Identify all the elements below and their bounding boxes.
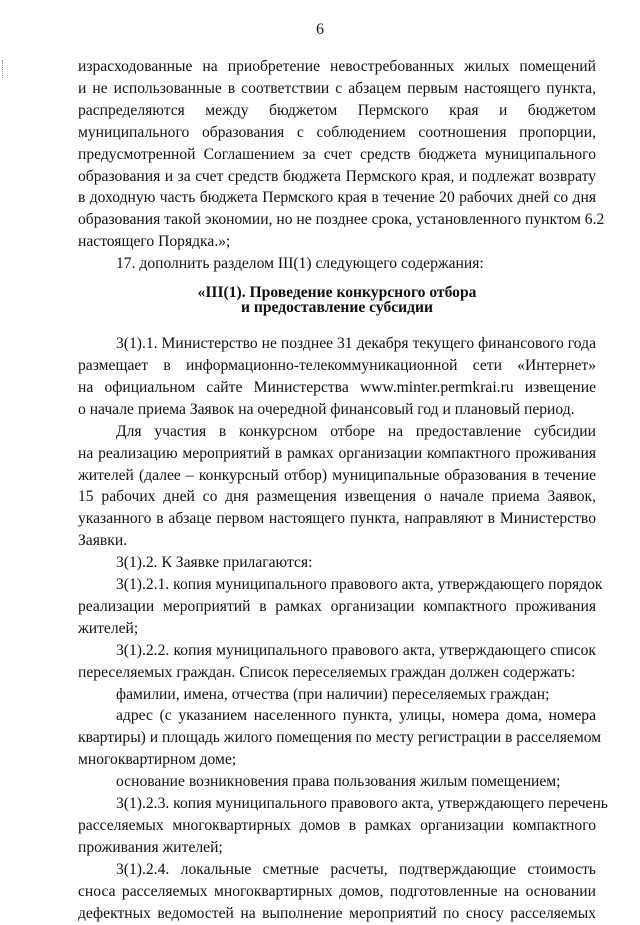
spacer — [78, 325, 596, 333]
text-line: 17. дополнить разделом III(1) следующего содержания: — [116, 255, 484, 273]
text-line: размещает в информационно-телекоммуникационной сети «Интернет» — [78, 356, 596, 374]
text-line: образования и за счет средств бюджета Пермского края, и подлежат возврату — [78, 167, 596, 185]
text-line: 3(1).2.2. копия муниципального правового акта, утверждающего список — [116, 641, 596, 659]
text-line: настоящего Порядка.»; — [78, 233, 231, 251]
text-line: реализации мероприятий в рамках организации компактного проживания — [78, 597, 596, 615]
text-line: муниципального образования с соблюдением соотношения пропорции, — [78, 123, 596, 141]
paragraph-3-1-2-3 — [78, 793, 608, 859]
paragraph-names — [78, 684, 596, 706]
text-line: проживания жителей; — [78, 838, 223, 856]
text-line: дефектных ведомостей на выполнение мероприятий по сносу расселяемых — [78, 904, 596, 922]
text-line: 3(1).1. Министерство не позднее 31 декабря текущего финансового года — [116, 335, 596, 353]
paragraph-3-1-2-2 — [78, 640, 596, 684]
section-heading — [78, 285, 596, 315]
text-line: в доходную часть бюджета Пермского края в течение 20 рабочих дней со дня — [78, 189, 596, 207]
page-number: 6 — [316, 21, 324, 38]
paragraph-3-1-2-1 — [78, 574, 603, 640]
heading-line: «III(1). Проведение конкурсного отбора — [197, 284, 477, 302]
text-line: фамилии, имена, отчества (при наличии) переселяемых граждан; — [116, 685, 550, 703]
heading-line: и предоставление субсидии — [240, 299, 434, 317]
paragraph-participation — [78, 421, 596, 552]
text-line: на официальном сайте Министерства www.minter.permkrai.ru извещение — [78, 378, 596, 396]
paragraph-3-1-2-4 — [78, 859, 596, 925]
text-line: о начале приема Заявок на очередной финансовый год и плановый период. — [78, 400, 575, 418]
paragraph-basis — [78, 771, 596, 793]
paragraph-economy-return — [78, 56, 605, 253]
paragraph-3-1-2 — [78, 552, 596, 574]
text-line: указанного в абзаце первом настоящего пункта, направляют в Министерство — [78, 510, 596, 528]
text-line: адрес (с указанием населенного пункта, улицы, номера дома, номера — [116, 707, 596, 725]
text-line: 3(1).2.4. локальные сметные расчеты, подтверждающие стоимость — [116, 860, 596, 878]
text-line: сноса расселяемых многоквартирных домов, подготовленные на основании — [78, 882, 596, 900]
paragraph-3-1-1 — [78, 333, 596, 421]
text-line: расселяемых многоквартирных домов в рамках организации компактного — [78, 817, 596, 834]
text-line: и не использованные в соответствии с абзацем первым настоящего пункта, — [78, 79, 596, 97]
text-line: Заявки. — [78, 532, 128, 550]
text-line: на реализацию мероприятий в рамках организации компактного проживания — [78, 444, 596, 462]
text-line: жителей (далее – конкурсный отбор) муниципальные образования в течение — [78, 466, 596, 484]
text-line: образования такой экономии, но не позднее срока, установленного пунктом 6.2 — [78, 211, 605, 229]
text-line: жителей; — [78, 619, 139, 637]
text-line: распределяются между бюджетом Пермского края и бюджетом — [78, 101, 596, 119]
text-line: 3(1).2.3. копия муниципального правового акта, утверждающего перечень — [116, 795, 608, 813]
text-line: 3(1).2.1. копия муниципального правового акта, утверждающего порядок — [116, 576, 603, 594]
text-line: предусмотренной Соглашением за счет средств бюджета муниципального — [78, 145, 596, 163]
paragraph-address — [78, 705, 602, 771]
paragraph-item-17 — [78, 253, 596, 275]
text-line: основание возникновения права пользования жилым помещением; — [116, 773, 561, 791]
text-line: 15 рабочих дней со дня размещения извещения о начале приема Заявок, — [78, 488, 596, 506]
text-line: многоквартирном доме; — [78, 751, 237, 769]
text-line: переселяемых граждан. Список переселяемых граждан должен содержать: — [78, 663, 576, 681]
scan-edge-mark — [2, 60, 4, 78]
text-line: 3(1).2. К Заявке прилагаются: — [116, 554, 313, 572]
text-line: квартиры) и площадь жилого помещения по месту регистрации в расселяемом — [78, 729, 602, 747]
text-line: израсходованные на приобретение невостребованных жилых помещений — [78, 58, 596, 75]
document-body — [78, 56, 608, 925]
text-line: Для участия в конкурсном отборе на предоставление субсидии — [116, 422, 596, 440]
